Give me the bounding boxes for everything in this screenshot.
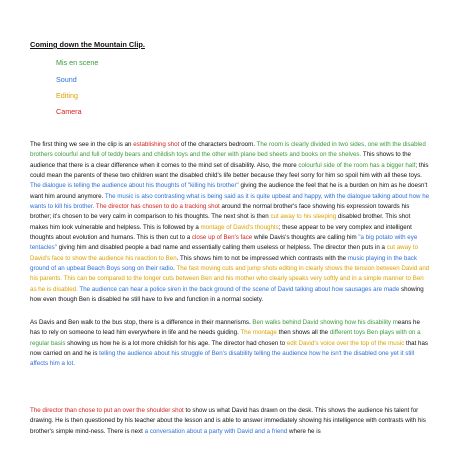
document-title: Coming down the Mountain Clip. (30, 40, 145, 49)
text-segment-plain: . This shows him to not be impressed which contrasts with the (176, 254, 348, 262)
text-segment-plain: to show us what David has drawn on the desk. This shows the audience his talent for drawing. He is then questioned by his teacher about the lesson and is able to answer immediately showing his intelligence with contrasts with his brother's simple mind-ness. There is next (30, 407, 426, 435)
text-segment-plain: giving him and disabled people a bad name and essentially calling them useless or helpless. The director then puts in a (56, 244, 387, 252)
text-segment-edit: cut away to David's face to show the audience his reaction to Ben (30, 244, 419, 262)
text-segment-plain: ; these appear to be very complex and intelligent thoughts about evolution and humans. This is then cut to a (30, 223, 412, 242)
legend-camera: Camera (56, 107, 82, 116)
text-segment-plain: disabled brother. This shot makes him look vulnerable and helpless. This is followed by a (30, 213, 411, 231)
text-segment-plain: showing how even though Ben is disabled he still have to live and function in a normal society. (30, 285, 424, 304)
paragraph-2 (30, 318, 430, 370)
text-segment-plain: This shows to the audience that there is a clear difference when it comes to the mind set of disability. Also, the more (30, 151, 412, 169)
text-segment-plain: ; this could mean the parents of these two children want the disabled child's life better because they feel sorry for him so spoil him with all these toys. (30, 161, 429, 180)
text-segment-plain: while Davis's thoughts are calling him (252, 234, 359, 242)
text-segment-edit: cut away to his sleeping (270, 213, 337, 221)
text-segment-plain: where he is (287, 427, 321, 435)
text-segment-sound: The music is also contrasting what is being said as it is quite upbeat and happy, with the dialogue talking about how he wants to kill his brother. (30, 192, 430, 211)
text-segment-plain: showing us how he is a lot more childish for his age. The director had chosen to (65, 339, 287, 347)
text-segment-sound: music playing in the back ground of an upbeat Beach Boys song on their radio (30, 254, 417, 273)
text-segment-mise: colourful side of the room has a bigger half (298, 161, 416, 169)
text-segment-edit: This can be compared to the longer cuts between Ben and his mother who clearly speaks very softly and in a simple manner to Ben as he is disabled. (30, 275, 424, 293)
text-segment-mise: Ben walks behind David showing how his disability m (252, 319, 398, 326)
text-segment-plain: of the characters bedroom. (179, 141, 257, 148)
text-segment-sound: a conversation about a party with David and a friend (144, 427, 288, 435)
text-segment-plain: then shows all the (276, 329, 330, 337)
paragraph-3 (30, 406, 430, 437)
text-segment-plain: . (173, 265, 177, 273)
text-segment-sound: The dialogue is telling the audience about his thoughts of "killing his brother" (30, 182, 239, 190)
text-segment-edit: The montage (240, 329, 277, 337)
text-segment-cam: The director than chose to put an over the shoulder shot (30, 407, 184, 414)
text-segment-mise: different toys Ben plays with on a regular basis (30, 329, 421, 347)
text-segment-cam: close up of Ben's face (191, 234, 253, 242)
text-segment-sound: telling the audience about his struggle of Ben's disability telling the audience how he isn't the disabled one yet it still affects him a lot. (30, 350, 415, 368)
text-segment-mise: The room is clearly divided in two sides, one with the disabled brothers colourful and full of teddy bears and childish toys and the other with plane bed sheets and books on the shelves. (30, 141, 426, 159)
text-segment-sound: "a big potato with eye tentacles" (30, 234, 418, 252)
text-segment-sound: The audience can hear a police siren in the back ground of the scene of David talking about how sausages are made (79, 285, 400, 293)
text-segment-edit: edit David's voice over the top of the music (286, 339, 405, 347)
text-segment-cam: The director has chosen to do a tracking shot (95, 203, 220, 211)
legend-editing: Editing (56, 91, 78, 100)
text-segment-plain: that has now carried on and he is (30, 339, 429, 358)
text-segment-plain: As Davis and Ben walk to the bus stop, there is a difference in their mannerisms. (30, 319, 253, 326)
text-segment-plain: eans he has to rely on someone to lead him everywhere in life and he needs guiding. (30, 319, 420, 337)
text-segment-plain: around the normal brother's face showing his expression towards his brother; it's chosen to be very calm in comparison to his thoughts. The next shot is then (30, 203, 410, 221)
text-segment-cam: establishing shot (133, 141, 180, 148)
text-segment-edit: The fast moving cuts and jump shots editing in clearly shows the tension between David and his parents. (30, 265, 430, 283)
legend-mise-en-scene: Mis en scene (56, 58, 99, 67)
text-segment-edit: montage of David's thoughts (200, 223, 279, 231)
text-segment-plain: giving the audience the feel that he is a burden on him as he doesn't want him around anymore. (30, 182, 428, 200)
legend-sound: Sound (56, 75, 77, 84)
text-segment-plain: The first thing we see in the clip is an (30, 141, 134, 148)
paragraph-1 (30, 140, 430, 306)
